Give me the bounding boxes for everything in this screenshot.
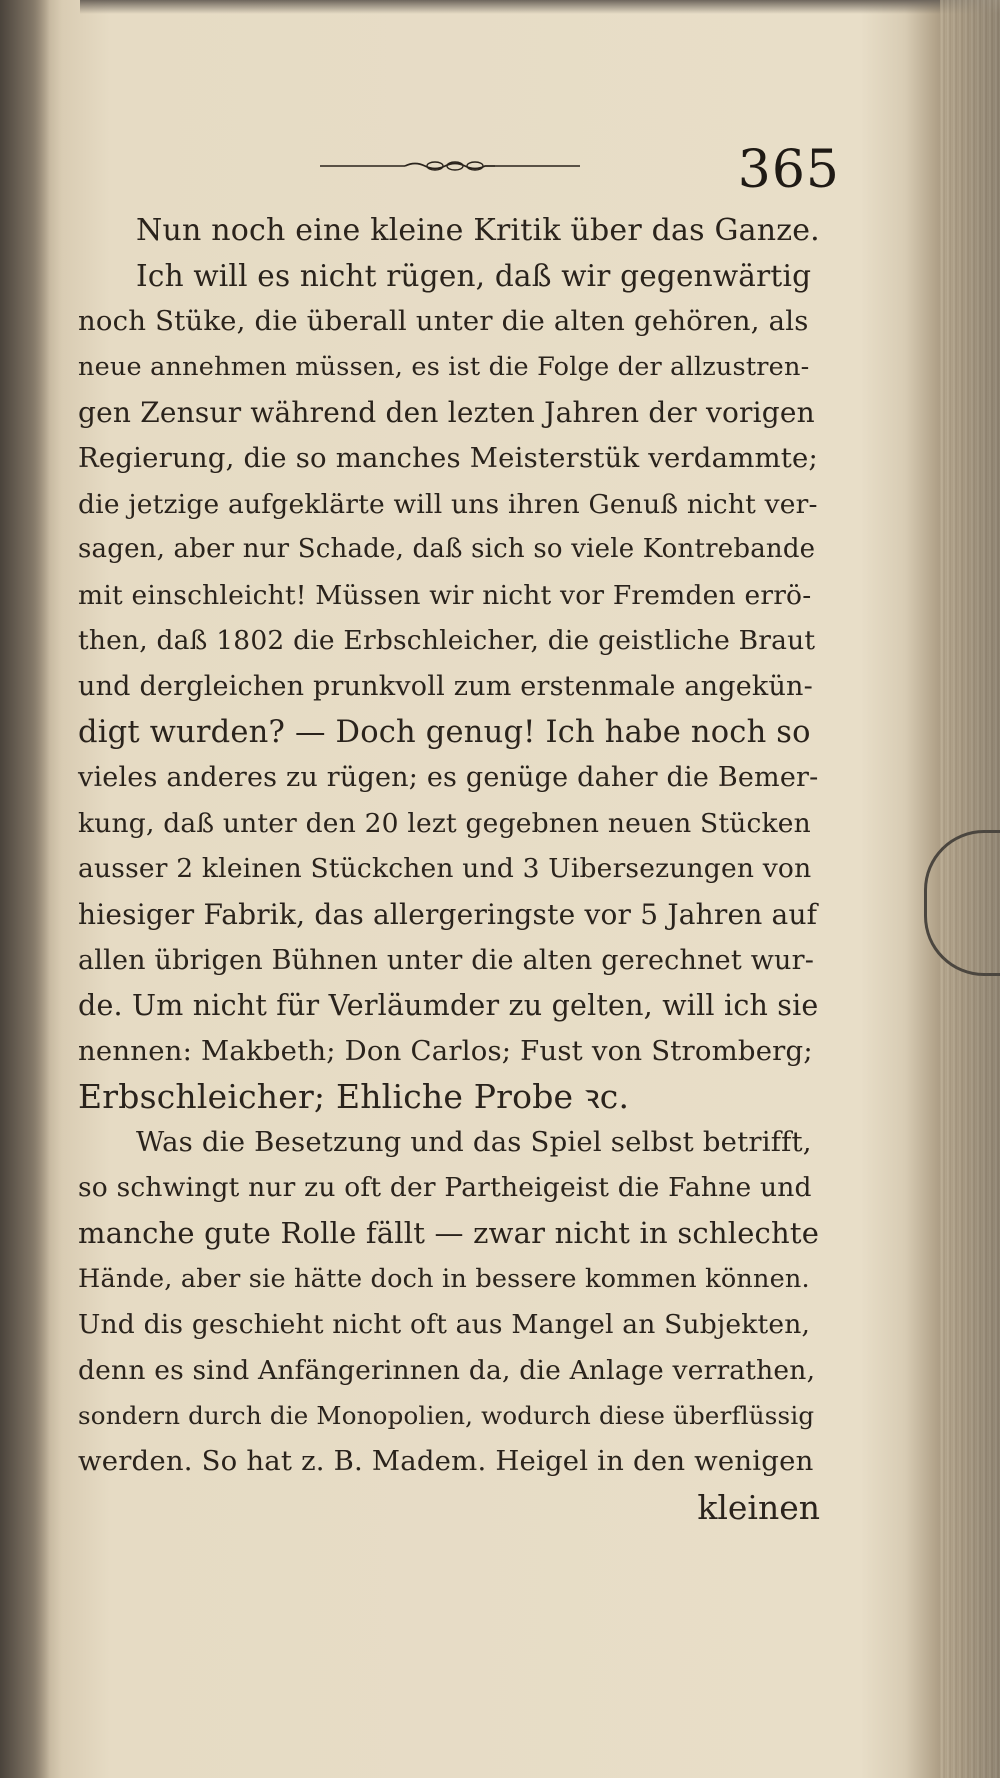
text-line: neue annehmen müssen, es ist die Folge der allzustren- <box>78 351 810 382</box>
text-line: und dergleichen prunkvoll zum erstenmale angekün- <box>78 670 813 702</box>
text-line: hiesiger Fabrik, das allergeringste vor 5 Jahren auf <box>78 897 818 931</box>
text-line: ausser 2 kleinen Stückchen und 3 Uibersezungen von <box>78 853 812 885</box>
text-line: noch Stüke, die überall unter die alten gehören, als <box>78 305 809 338</box>
text-line: Ich will es nicht rügen, daß wir gegenwärtig <box>136 258 812 293</box>
catchword: kleinen <box>697 1487 820 1527</box>
text-line: sondern durch die Monopolien, wodurch diese überflüssig <box>78 1401 815 1431</box>
text-line: Nun noch eine kleine Kritik über das Ganze. <box>136 213 820 248</box>
text-line: kung, daß unter den 20 lezt gegebnen neuen Stücken <box>78 807 811 839</box>
text-line: manche gute Rolle fällt — zwar nicht in schlechte <box>78 1216 820 1251</box>
text-line: then, daß 1802 die Erbschleicher, die geistliche Braut <box>78 625 816 657</box>
text-line: digt wurden? — Doch genug! Ich habe noch so <box>78 714 811 750</box>
body-text <box>78 208 820 1530</box>
text-line: de. Um nicht für Verläumder zu gelten, will ich sie <box>78 989 819 1023</box>
text-block <box>78 130 840 1530</box>
text-line: Und dis geschieht nicht oft aus Mangel an Subjekten, <box>78 1309 811 1341</box>
ornament-rule <box>320 160 580 172</box>
text-line: die jetzige aufgeklärte will uns ihren Genuß nicht ver- <box>78 488 818 520</box>
text-line: allen übrigen Bühnen unter die alten gerechnet wur- <box>78 944 815 976</box>
text-line: nennen: Makbeth; Don Carlos; Fust von Stromberg; <box>78 1034 813 1067</box>
text-line: gen Zensur während den lezten Jahren der vorigen <box>78 396 815 430</box>
page-number: 365 <box>737 140 840 200</box>
text-line: denn es sind Anfängerinnen da, die Anlage verrathen, <box>78 1354 816 1386</box>
text-line: sagen, aber nur Schade, daß sich so viele Kontrebande <box>78 534 816 565</box>
text-line: so schwingt nur zu oft der Partheigeist die Fahne und <box>78 1172 812 1204</box>
text-line: werden. So hat z. B. Madem. Heigel in den wenigen <box>78 1445 814 1478</box>
page-header <box>130 130 840 200</box>
top-shadow <box>80 0 1000 14</box>
text-line: vieles anderes zu rügen; es genüge daher die Bemer- <box>78 762 819 794</box>
text-line: Hände, aber sie hätte doch in bessere kommen können. <box>78 1263 810 1294</box>
text-line: mit einschleicht! Müssen wir nicht vor Fremden errö- <box>78 579 812 611</box>
book-gutter <box>0 0 50 1778</box>
text-line: Regierung, die so manches Meisterstük verdammte; <box>78 441 818 474</box>
bookmark-ribbon <box>924 830 1000 976</box>
text-line: Erbschleicher; Ehliche Probe ꝛc. <box>78 1077 630 1117</box>
text-line: Was die Besetzung und das Spiel selbst betrifft, <box>136 1125 812 1158</box>
